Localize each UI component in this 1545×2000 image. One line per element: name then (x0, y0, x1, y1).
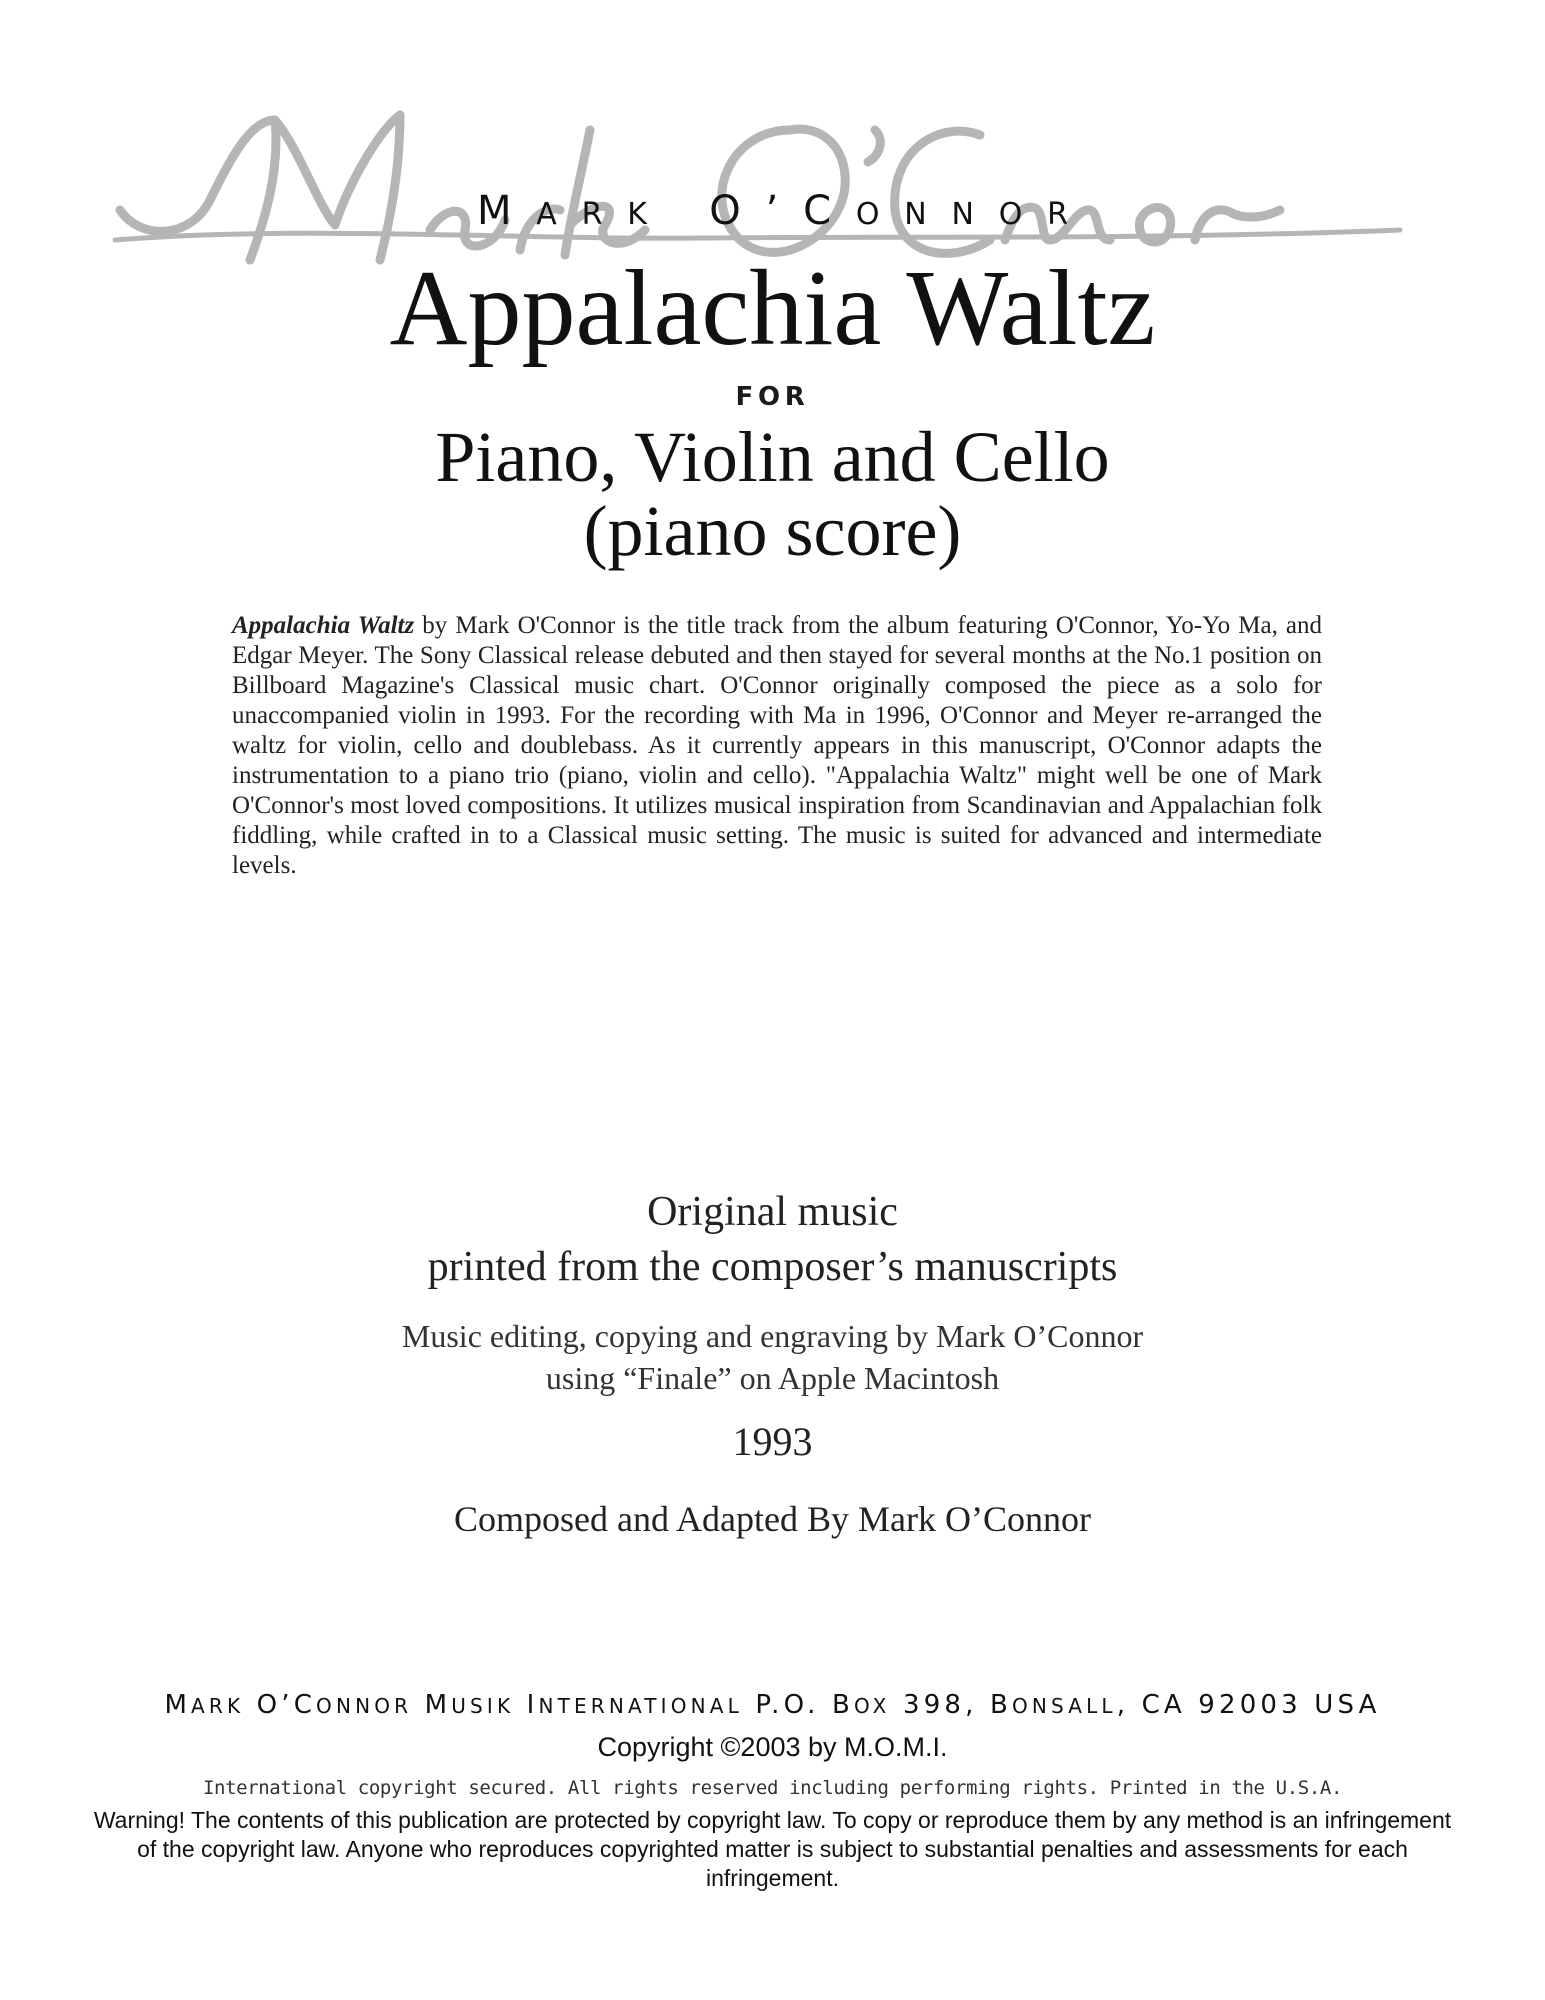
manuscripts-line: printed from the composer’s manuscripts (427, 1244, 1118, 1290)
page-title: Appalachia Waltz (389, 249, 1156, 368)
editing-line: Music editing, copying and engraving by Mark O’Connor (401, 1318, 1144, 1354)
for-label: FOR (735, 382, 810, 412)
composer-name-header: MARK O’CONNOR (476, 188, 1093, 234)
copyright-line: Copyright ©2003 by M.O.M.I. (597, 1732, 948, 1762)
international-rights-line: International copyright secured. All rights reserved including performing rights. Printed in the U.S.A. (202, 1777, 1343, 1799)
publisher-address: MARK O’CONNOR MUSIK INTERNATIONAL P.O. BOX 398, BONSALL, CA 92003 USA (164, 1690, 1381, 1720)
instrumentation (0, 417, 1545, 571)
score-type-line: (piano score) (583, 491, 962, 571)
original-music-note (0, 1185, 1545, 1295)
editing-credit (0, 1315, 1545, 1399)
description-body: by Mark O'Connor is the title track from the album featuring O'Connor, Yo-Yo Ma, and Edgar Meyer. The Sony Classical release debuted and then stayed for several months at the No.1 position on Billboard Magazine's Classical music chart. O'Connor originally composed the piece as a solo for unaccompanied violin in 1993. For the recording with Ma in 1996, O'Connor and Meyer re-arranged the waltz for violin, cello and doublebass. As it currently appears in this manuscript, O'Connor adapts the instrumentation to a piano trio (piano, violin and cello). "Appalachia Waltz" might well be one of Mark O'Connor's most loved compositions. It utilizes musical inspiration from Scandinavian and Appalachian folk fiddling, while crafted in to a Classical music setting. The music is suited for advanced and intermediate levels. (232, 612, 1323, 879)
description-paragraph (232, 611, 1322, 881)
description-lead: Appalachia Waltz (232, 612, 415, 639)
original-line: Original music (647, 1189, 898, 1235)
composition-year: 1993 (732, 1419, 813, 1464)
instrumentation-line: Piano, Violin and Cello (435, 417, 1110, 497)
software-line: using “Finale” on Apple Macintosh (545, 1360, 1000, 1396)
composer-credit: Composed and Adapted By Mark O’Connor (454, 1499, 1091, 1539)
copyright-warning: Warning! The contents of this publication are protected by copyright law. To copy or reproduce them by any method is an infringement of the copyright law. Anyone who reproduces copyrighted matter is subject to substantial penalties and assessments for each infringement. (93, 1807, 1452, 1891)
